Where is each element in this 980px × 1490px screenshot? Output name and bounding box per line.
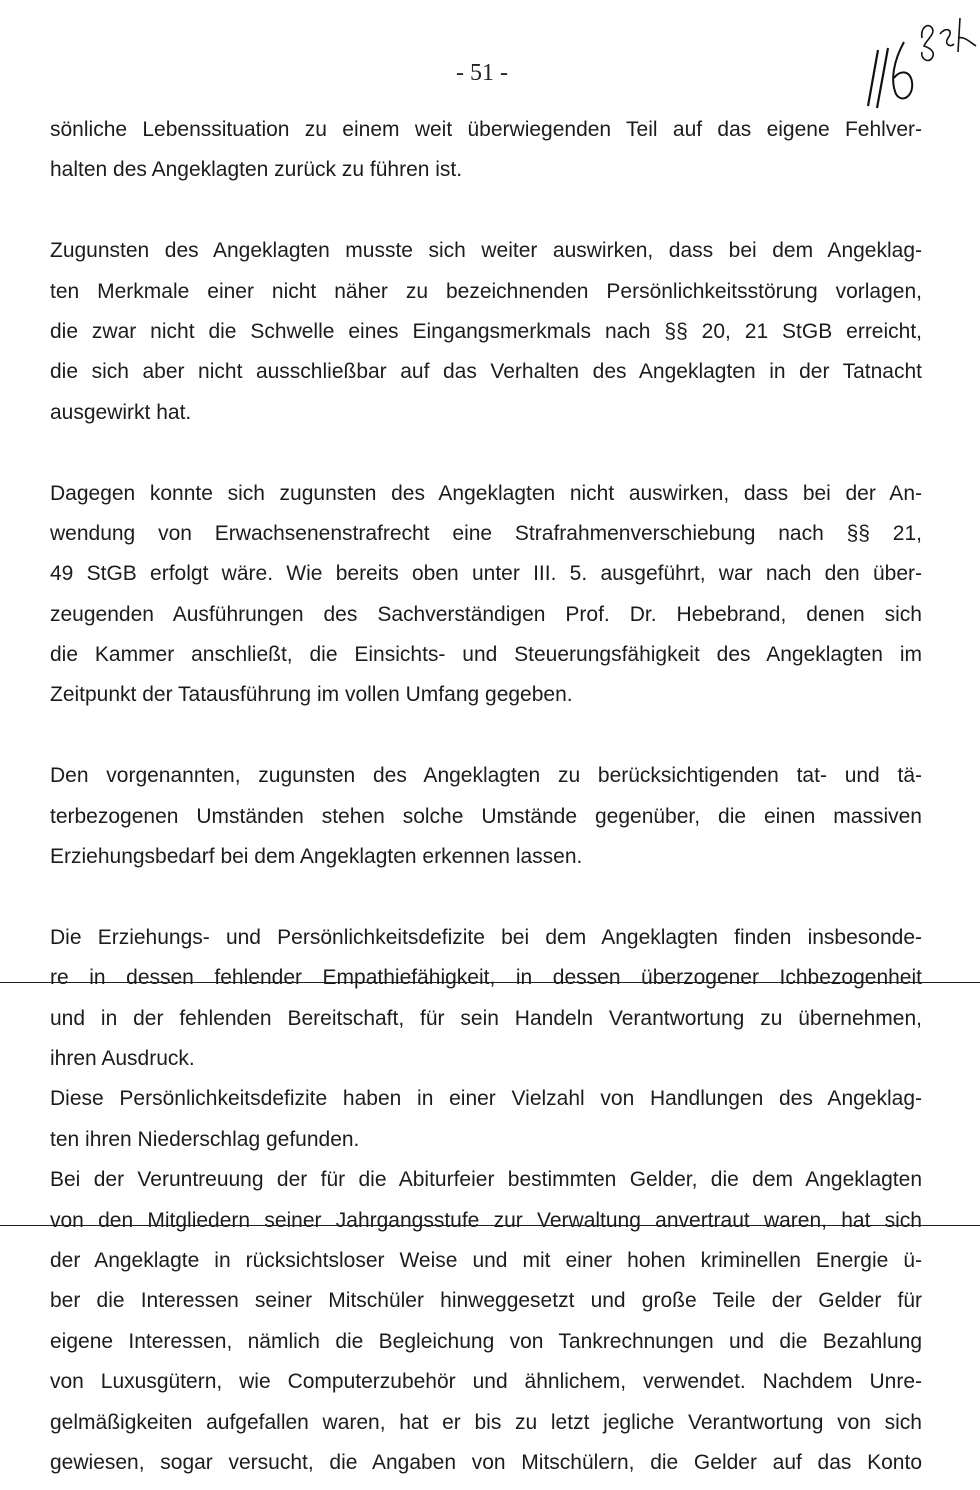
text-line: die sich aber nicht ausschließbar auf das Verhalten des Angeklagten in der Tatnacht <box>50 360 922 384</box>
text-line: Erziehungsbedarf bei dem Angeklagten erkennen lassen. <box>50 845 583 869</box>
text-line: Den vorgenannten, zugunsten des Angeklagten zu berücksichtigenden tat- und tä- <box>50 764 922 788</box>
text-line: wendung von Erwachsenenstrafrecht eine Strafrahmenverschiebung nach §§ 21, <box>50 521 922 545</box>
text-line: halten des Angeklagten zurück zu führen ist. <box>50 158 463 182</box>
text-line: der Angeklagte in rücksichtsloser Weise und mit einer hohen kriminellen Energie ü- <box>50 1248 922 1272</box>
text-line: die zwar nicht die Schwelle eines Eingangsmerkmals nach §§ 20, 21 StGB erreicht, <box>50 319 922 343</box>
text-line: und in der fehlenden Bereitschaft, für sein Handeln Verantwortung zu übernehmen, <box>50 1006 922 1030</box>
text-line: zeugenden Ausführungen des Sachverständigen Prof. Dr. Hebebrand, denen sich <box>50 602 922 626</box>
text-line: von Luxusgütern, wie Computerzubehör und ähnlichem, verwendet. Nachdem Unre- <box>50 1370 922 1394</box>
text-line: gelmäßigkeiten aufgefallen waren, hat er bis zu letzt jegliche Verantwortung von sich <box>50 1410 922 1434</box>
text-line: ten Merkmale einer nicht näher zu bezeichnenden Persönlichkeitsstörung vorlagen, <box>50 279 922 303</box>
text-line: Zeitpunkt der Tatausführung im vollen Umfang gegeben. <box>50 683 573 707</box>
text-line: sönliche Lebenssituation zu einem weit überwiegenden Teil auf das eigene Fehlver- <box>50 118 922 141</box>
struck-text-line: von den Mitgliedern seiner Jahrgangsstufe zur Verwaltung anvertraut waren, hat sich <box>50 1201 922 1241</box>
text-line: terbezogenen Umständen stehen solche Umstände gegenüber, die einen massiven <box>50 804 922 828</box>
text-line: die Kammer anschließt, die Einsichts- und Steuerungsfähigkeit des Angeklagten im <box>50 643 922 667</box>
struck-text-line: re in dessen fehlender Empathiefähigkeit, in dessen überzogener Ichbezogenheit <box>50 958 922 998</box>
text-line: ausgewirkt hat. <box>50 400 192 424</box>
handwritten-page-stamp <box>860 8 980 118</box>
text-line: ihren Ausdruck. <box>50 1046 195 1070</box>
text-line: gewiesen, sogar versucht, die Angaben von Mitschülern, die Gelder auf das Konto <box>50 1450 922 1474</box>
text-line: Bei der Veruntreuung der für die Abiturfeier bestimmten Gelder, die dem Angeklagten <box>50 1168 922 1192</box>
text-line: Die Erziehungs- und Persönlichkeitsdefizite bei dem Angeklagten finden insbesonde- <box>50 925 922 949</box>
document-body <box>50 110 922 1483</box>
text-line: eigene Interessen, nämlich die Begleichung von Tankrechnungen und die Bezahlung <box>50 1329 922 1353</box>
page-number: - 51 - <box>456 60 508 86</box>
text-line: ber die Interessen seiner Mitschüler hinweggesetzt und große Teile der Gelder für <box>50 1289 922 1313</box>
text-line: Diese Persönlichkeitsdefizite haben in einer Vielzahl von Handlungen des Angeklag- <box>50 1087 922 1111</box>
text-line: 49 StGB erfolgt wäre. Wie bereits oben unter III. 5. ausgeführt, war nach den über- <box>50 562 922 586</box>
text-line: Zugunsten des Angeklagten musste sich weiter auswirken, dass bei dem Angeklag- <box>50 239 922 263</box>
text-line: ten ihren Niederschlag gefunden. <box>50 1127 360 1151</box>
text-line: Dagegen konnte sich zugunsten des Angeklagten nicht auswirken, dass bei der An- <box>50 481 922 505</box>
